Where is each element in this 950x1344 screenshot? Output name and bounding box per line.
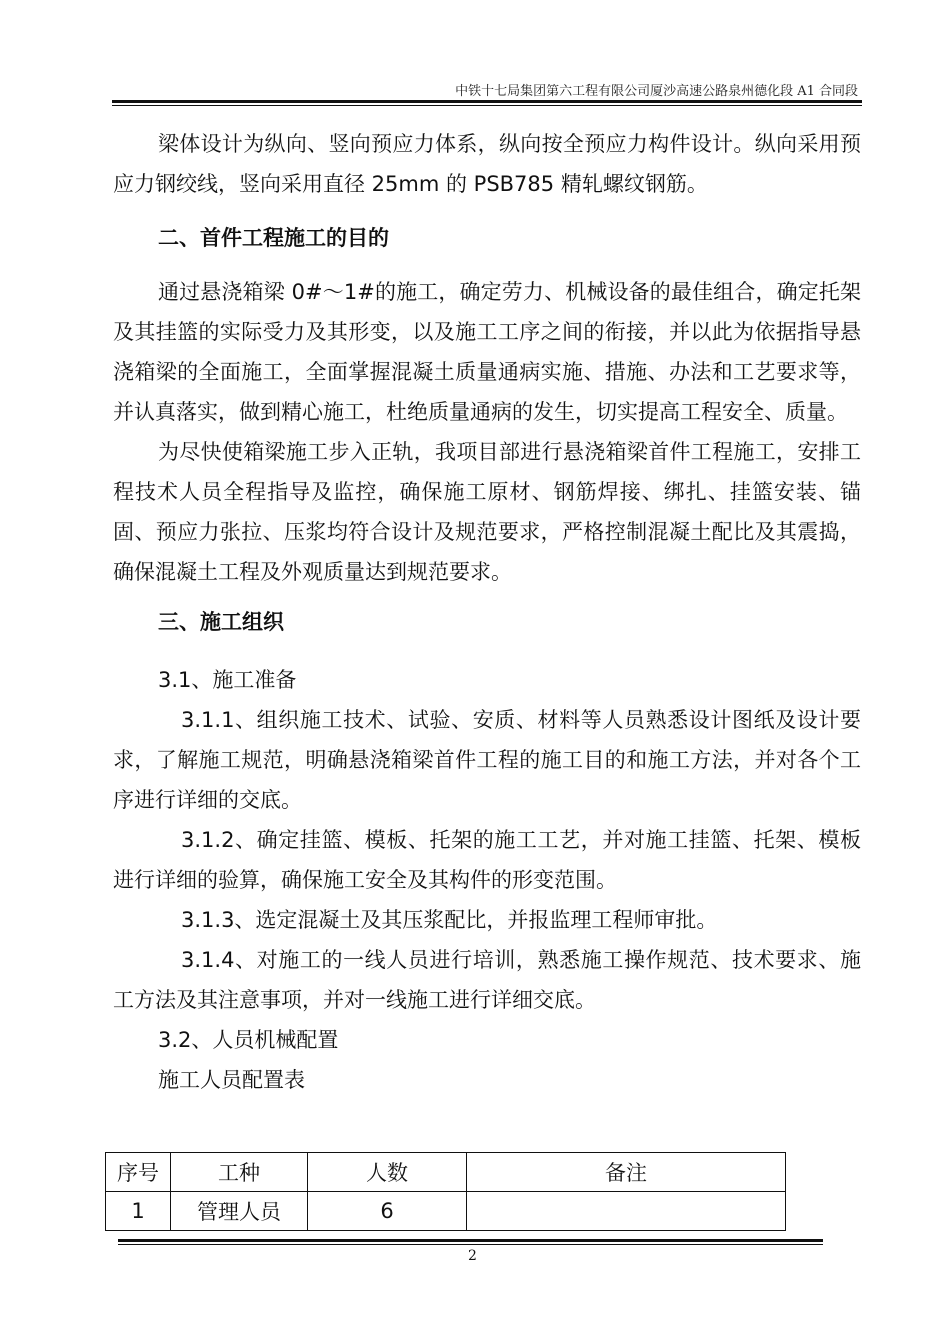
page-header: 中铁十七局集团第六工程有限公司厦沙高速公路泉州德化段 A1 合同段 <box>455 84 858 99</box>
body-content <box>113 124 861 1100</box>
table-cell: 管理人员 <box>171 1192 308 1231</box>
table-header-cell: 工种 <box>171 1153 308 1192</box>
section-2-paragraph-2: 为尽快使箱梁施工步入正轨，我项目部进行悬浇箱梁首件工程施工，安排工程技术人员全程指导及监控，确保施工原材、钢筋焊接、绑扎、挂篮安装、锚固、预应力张拉、压浆均符合设计及规范要求，严格控制混凝土配比及其震捣，确保混凝土工程及外观质量达到规范要求。 <box>113 440 861 584</box>
table-header-row <box>106 1153 786 1192</box>
page-number: 2 <box>468 1248 477 1264</box>
footer-rule-thin <box>118 1244 823 1245</box>
section-2-paragraph-1: 通过悬浇箱梁 0#～1#的施工，确定劳力、机械设备的最佳组合，确定托架及其挂篮的实际受力及其形变，以及施工工序之间的衔接，并以此为依据指导悬浇箱梁的全面施工，全面掌握混凝土质量通病实施、措施、办法和工艺要求等，并认真落实，做到精心施工，杜绝质量通病的发生，切实提高工程安全、质量。 <box>113 280 861 424</box>
subsection-3-2-heading: 3.2、人员机械配置 <box>158 1028 339 1052</box>
table-header-cell: 备注 <box>467 1153 786 1192</box>
subsection-3-1-heading: 3.1、施工准备 <box>158 668 297 692</box>
section-3-heading: 三、施工组织 <box>158 610 284 634</box>
item-3-1-1: 3.1.1、组织施工技术、试验、安质、材料等人员熟悉设计图纸及设计要求，了解施工规范，明确悬浇箱梁首件工程的施工目的和施工方法，并对各个工序进行详细的交底。 <box>113 708 861 812</box>
table-caption: 施工人员配置表 <box>158 1068 305 1092</box>
header-rule <box>112 100 862 103</box>
table-cell <box>467 1192 786 1231</box>
table-header-cell: 人数 <box>308 1153 467 1192</box>
item-3-1-2: 3.1.2、确定挂篮、模板、托架的施工工艺，并对施工挂篮、托架、模板进行详细的验算，确保施工安全及其构件的形变范围。 <box>113 828 861 892</box>
intro-paragraph: 梁体设计为纵向、竖向预应力体系，纵向按全预应力构件设计。纵向采用预应力钢绞线，竖向采用直径 25mm 的 PSB785 精轧螺纹钢筋。 <box>113 132 861 196</box>
table-cell: 6 <box>308 1192 467 1231</box>
section-2-heading: 二、首件工程施工的目的 <box>158 226 389 250</box>
item-3-1-3: 3.1.3、选定混凝土及其压浆配比，并报监理工程师审批。 <box>181 908 718 932</box>
footer-rule <box>118 1239 823 1242</box>
header-rule-thin <box>112 105 862 106</box>
staff-table <box>105 1152 786 1231</box>
item-3-1-4: 3.1.4、对施工的一线人员进行培训，熟悉施工操作规范、技术要求、施工方法及其注意事项，并对一线施工进行详细交底。 <box>113 948 861 1012</box>
table-header-cell: 序号 <box>106 1153 171 1192</box>
table-cell: 1 <box>106 1192 171 1231</box>
table-row <box>106 1192 786 1231</box>
